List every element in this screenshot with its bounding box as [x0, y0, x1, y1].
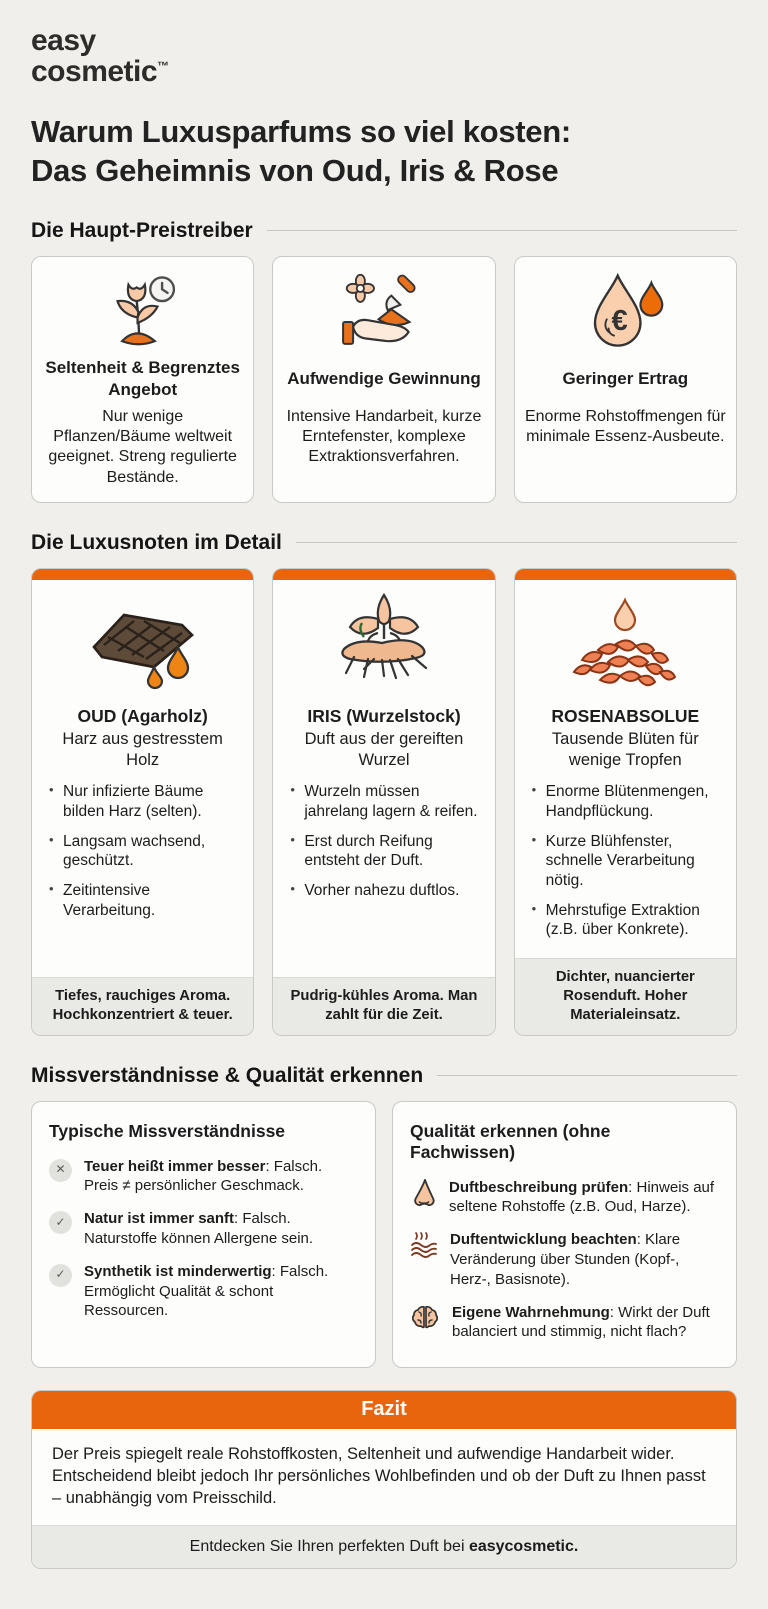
- section-title-drivers: Die Haupt-Preistreiber: [31, 218, 253, 242]
- rose-petals-icon: [528, 592, 723, 698]
- note-card-subtitle: Tausende Blüten für wenige Tropfen: [551, 729, 699, 769]
- plant-clock-icon: [97, 271, 189, 353]
- brand-logo: [31, 26, 737, 87]
- driver-cards-row: [31, 256, 737, 503]
- driver-card-text: Nur wenige Pflanzen/Bäume weltweit geeignet. Streng regulierte Bestände.: [48, 407, 237, 486]
- card-accent-bar: [32, 569, 253, 580]
- section-title-notes: Die Luxusnoten im Detail: [31, 530, 282, 554]
- section-divider: [437, 1075, 737, 1076]
- fazit-text: Der Preis spiegelt reale Rohstoffkosten, Seltenheit und aufwendige Handarbeit wider. Entscheidend bleibt jedoch Ihr persönliches Wohlbefinden und ob der Duft zu Ihnen passt – unabhängig vom Preisschild.: [52, 1445, 706, 1508]
- scent-waves-icon: [410, 1231, 438, 1261]
- note-card-oud: [31, 568, 254, 1036]
- note-card-iris: [272, 568, 495, 1036]
- misconception-item: [49, 1209, 358, 1249]
- fazit-heading: Fazit: [32, 1391, 736, 1429]
- bullet-item: • Enorme Blütenmengen, Handpflückung.: [531, 782, 723, 821]
- check-badge-icon: ✓: [49, 1264, 72, 1287]
- fazit-card: [31, 1390, 737, 1568]
- driver-card-rarity: [31, 256, 254, 503]
- driver-card-extraction: [272, 256, 495, 503]
- brain-icon: [410, 1304, 440, 1332]
- euro-droplet-icon: [579, 271, 671, 353]
- quality-text: Duftentwicklung beachten: Klare Veränderung über Stunden (Kopf-, Herz-, Basisnote).: [450, 1231, 681, 1288]
- misconception-text: Natur ist immer sanft: Falsch. Naturstoffe können Allergene sein.: [84, 1210, 314, 1247]
- driver-card-text: Intensive Handarbeit, kurze Erntefenster, komplexe Extraktionsverfahren.: [286, 407, 482, 466]
- misconception-text: Synthetik ist minderwertig: Falsch. Ermöglicht Qualität & schont Ressourcen.: [84, 1262, 329, 1320]
- note-card-title: ROSENABSOLUE: [551, 705, 700, 726]
- page-title-line1: Warum Luxusparfums so viel kosten:: [31, 114, 571, 150]
- misconception-text: Teuer heißt immer besser: Falsch. Preis ≠ persönlicher Geschmack.: [84, 1157, 323, 1195]
- note-card-footer: Pudrig-kühles Aroma. Man zahlt für die Zeit.: [273, 977, 494, 1034]
- card-accent-bar: [273, 569, 494, 580]
- bullet-item: • Mehrstufige Extraktion (z.B. über Konkrete).: [531, 901, 723, 940]
- oud-wood-icon: [45, 592, 240, 698]
- driver-card-title: Seltenheit & Begrenztes Angebot: [45, 358, 240, 399]
- note-card-title: OUD (Agarholz): [77, 705, 208, 726]
- note-card-subtitle: Harz aus gestresstem Holz: [62, 729, 223, 769]
- note-card-bullets: [286, 782, 481, 910]
- note-card-subtitle: Duft aus der gereiften Wurzel: [304, 729, 464, 769]
- quality-text: Duftbeschreibung prüfen: Hinweis auf seltene Rohstoffe (z.B. Oud, Harze).: [449, 1178, 715, 1216]
- note-card-footer: Dichter, nuancierter Rosenduft. Hoher Materialeinsatz.: [515, 958, 736, 1035]
- svg-text:€: €: [611, 304, 628, 337]
- section-head-notes: [31, 531, 737, 555]
- driver-card-title: Aufwendige Gewinnung: [287, 369, 481, 389]
- misconceptions-card: [31, 1101, 376, 1369]
- driver-card-yield: [514, 256, 737, 503]
- trowel: [386, 274, 416, 310]
- section-head-insights: [31, 1064, 737, 1088]
- fazit-footer-brand: easycosmetic.: [468, 1537, 579, 1555]
- bullet-item: • Langsam wachsend, geschützt.: [48, 832, 240, 871]
- card-accent-bar: [515, 569, 736, 580]
- check-badge-icon: ✓: [49, 1211, 72, 1234]
- quality-item: [410, 1178, 719, 1218]
- page-title-line2: Das Geheimnis von Oud, Iris & Rose: [31, 152, 559, 188]
- brand-logo-line2: cosmetic™: [31, 54, 169, 88]
- quality-item: [410, 1230, 719, 1289]
- quality-item: [410, 1303, 719, 1343]
- trademark-symbol: ™: [157, 58, 169, 73]
- section-divider: [267, 230, 737, 231]
- hand-harvest-icon: [338, 271, 430, 353]
- note-card-footer: Tiefes, rauchiges Aroma. Hochkonzentriert & teuer.: [32, 977, 253, 1034]
- section-divider: [296, 542, 737, 543]
- bullet-item: • Wurzeln müssen jahrelang lagern & reifen.: [289, 782, 481, 821]
- bullet-item: • Zeitintensive Verarbeitung.: [48, 881, 240, 920]
- insight-cards-row: [31, 1101, 737, 1369]
- fazit-body: [32, 1429, 736, 1524]
- driver-card-text: Enorme Rohstoffmengen für minimale Essenz-Ausbeute.: [524, 407, 726, 445]
- quality-card: [392, 1101, 737, 1369]
- note-card-rose: [514, 568, 737, 1036]
- fazit-footer: [32, 1525, 736, 1568]
- note-card-title: IRIS (Wurzelstock): [307, 705, 461, 726]
- flower: [347, 274, 374, 301]
- page-title: [31, 113, 737, 191]
- misconception-item: [49, 1157, 358, 1197]
- note-cards-row: [31, 568, 737, 1036]
- bullet-item: • Nur infizierte Bäume bilden Harz (selten).: [48, 782, 240, 821]
- insight-card-title: Qualität erkennen (ohne Fachwissen): [410, 1120, 611, 1162]
- iris-rhizome-icon: [286, 592, 481, 698]
- nose-icon: [410, 1179, 437, 1209]
- cross-badge-icon: ✕: [49, 1159, 72, 1182]
- driver-card-title: Geringer Ertrag: [562, 369, 689, 389]
- section-title-insights: Missverständnisse & Qualität erkennen: [31, 1063, 424, 1087]
- insight-card-title: Typische Missverständnisse: [49, 1120, 286, 1141]
- quality-text: Eigene Wahrnehmung: Wirkt der Duft balanciert und stimmig, nicht flach?: [452, 1303, 710, 1341]
- note-card-bullets: [45, 782, 240, 930]
- brand-logo-line1: easy: [31, 24, 96, 57]
- section-head-drivers: [31, 219, 737, 243]
- bullet-item: • Kurze Blühfenster, schnelle Verarbeitung nötig.: [531, 832, 723, 891]
- note-card-bullets: [528, 782, 723, 950]
- bullet-item: • Vorher nahezu duftlos.: [289, 881, 481, 901]
- bullet-item: • Erst durch Reifung entsteht der Duft.: [289, 832, 481, 871]
- misconception-item: [49, 1262, 358, 1321]
- fazit-footer-text: Entdecken Sie Ihren perfekten Duft bei: [189, 1537, 469, 1555]
